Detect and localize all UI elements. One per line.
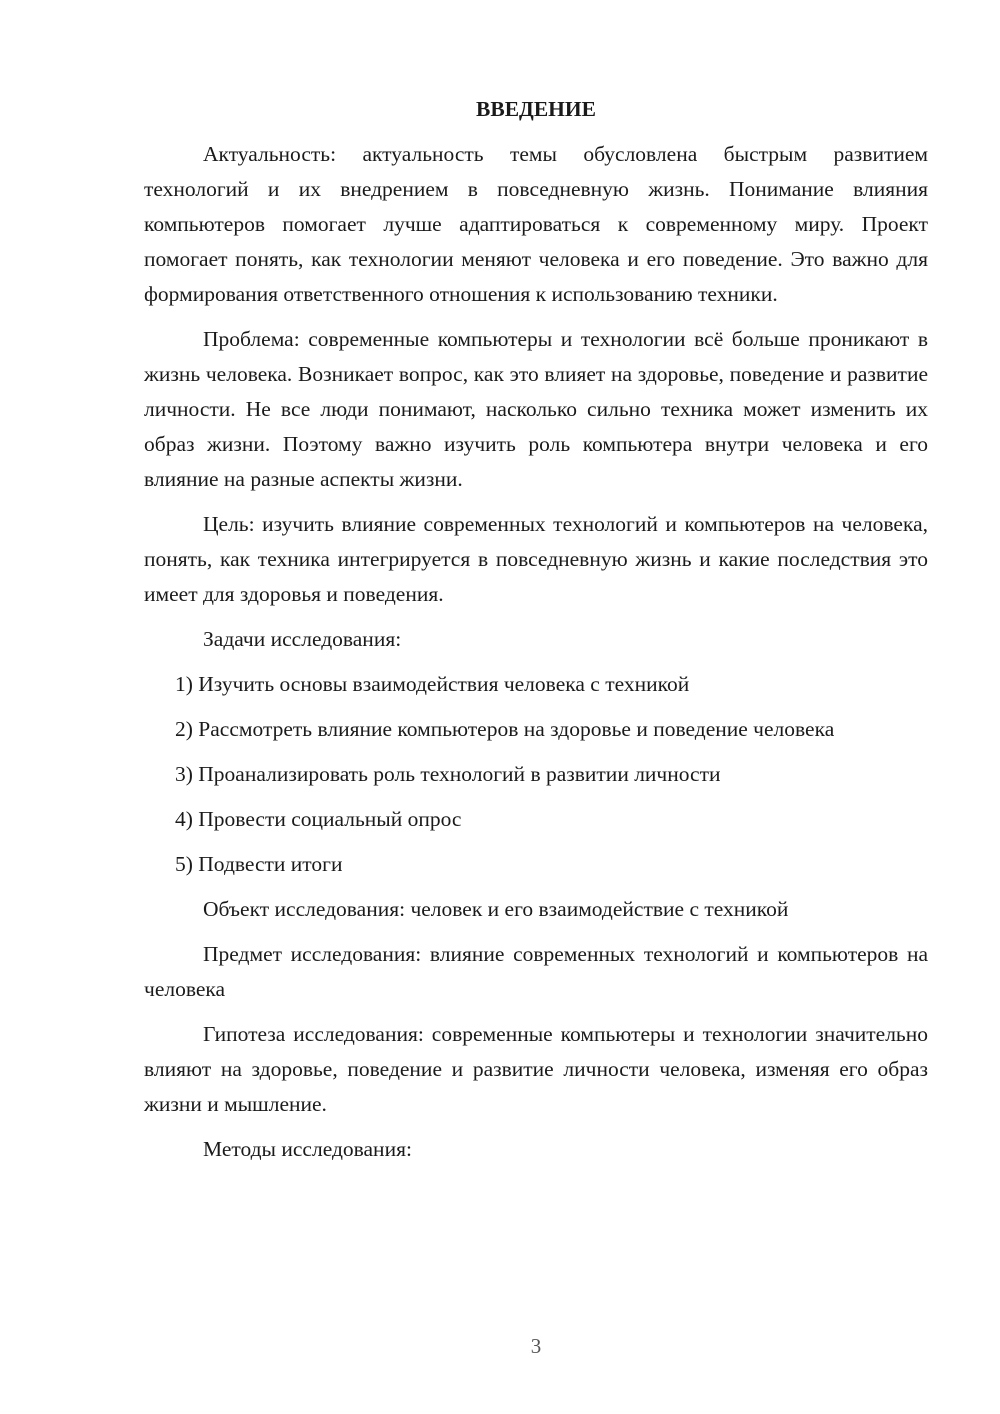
- section-title: ВВЕДЕНИЕ: [476, 97, 596, 121]
- problem-paragraph: Проблема: современные компьютеры и технологии всё больше проникают в жизнь человека. Возникает вопрос, как это влияет на здоровье, поведение и развитие личности. Не все люди понимают, насколько сильно техника может изменить их образ жизни. Поэтому важно изучить роль компьютера внутри человека и его влияние на разные аспекты жизни.: [144, 327, 928, 491]
- page-number: 3: [530, 1334, 542, 1358]
- relevance-paragraph: Актуальность: актуальность темы обусловлена быстрым развитием технологий и их внедрением в повседневную жизнь. Понимание влияния компьютеров помогает лучше адаптироваться к современному миру. Проект помогает понять, как технологии меняют человека и его поведение. Это важно для формирования ответственного отношения к использованию техники.: [144, 142, 928, 306]
- tasks-heading: Задачи исследования:: [203, 627, 402, 651]
- task-item: 3) Проанализировать роль технологий в развитии личности: [175, 762, 721, 786]
- task-item: 4) Провести социальный опрос: [175, 807, 462, 831]
- methods-heading: Методы исследования:: [203, 1137, 412, 1161]
- goal-paragraph: Цель: изучить влияние современных технологий и компьютеров на человека, понять, как техника интегрируется в повседневную жизнь и какие последствия это имеет для здоровья и поведения.: [144, 512, 928, 606]
- subject-paragraph: Предмет исследования: влияние современных технологий и компьютеров на человека: [144, 942, 928, 1001]
- task-item: 2) Рассмотреть влияние компьютеров на здоровье и поведение человека: [175, 717, 835, 741]
- hypothesis-paragraph: Гипотеза исследования: современные компьютеры и технологии значительно влияют на здоровье, поведение и развитие личности человека, изменяя его образ жизни и мышление.: [144, 1022, 928, 1116]
- task-item: 5) Подвести итоги: [175, 852, 343, 876]
- document-page: [144, 92, 928, 1177]
- object-paragraph: Объект исследования: человек и его взаимодействие с техникой: [203, 897, 789, 921]
- task-item: 1) Изучить основы взаимодействия человека с техникой: [175, 672, 690, 696]
